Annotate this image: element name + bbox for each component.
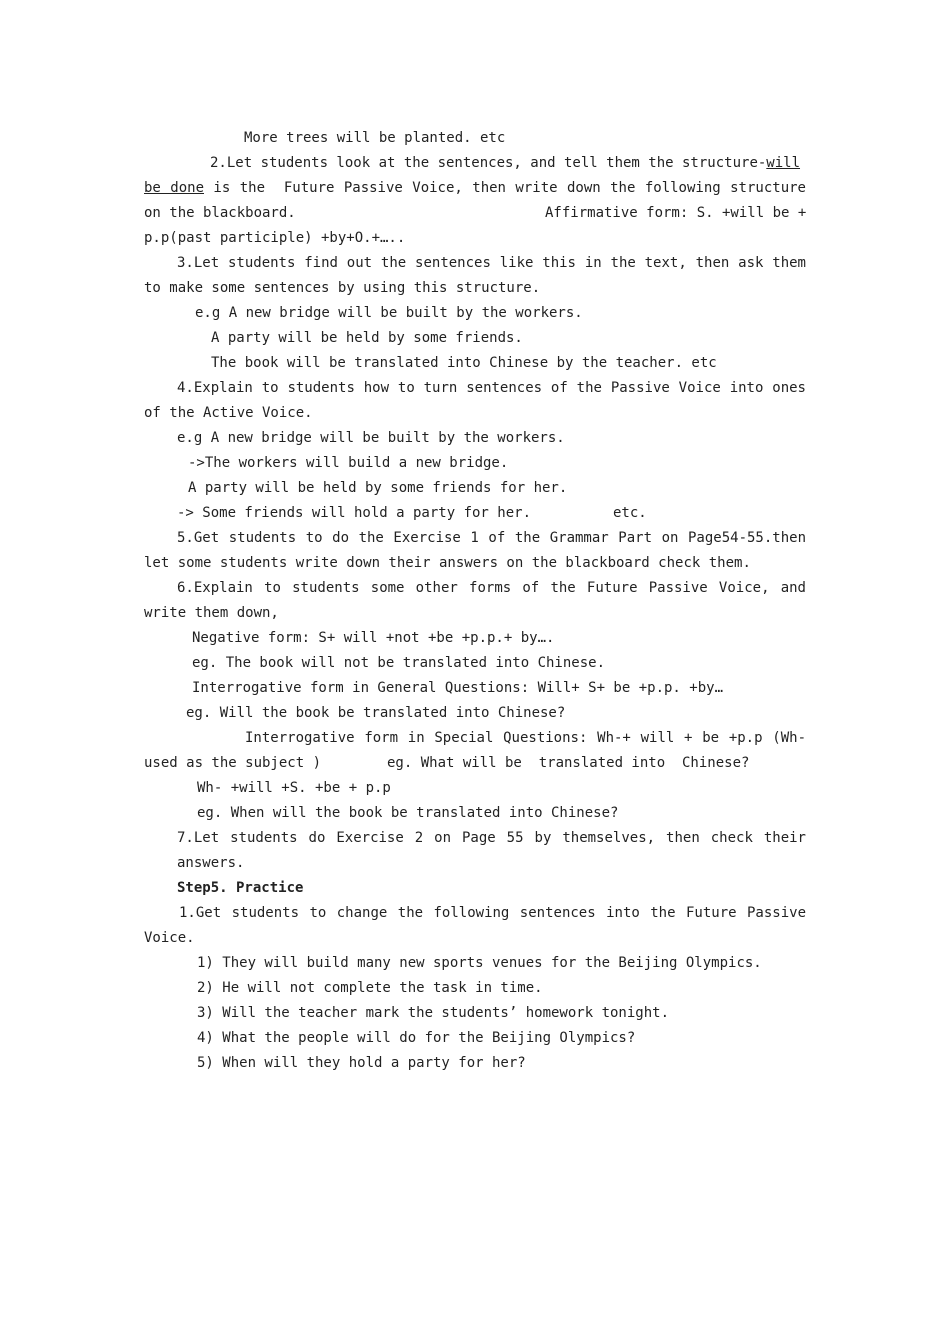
text-line: Voice. — [144, 930, 195, 946]
text-segment: -> Some friends will hold a party for her. — [177, 505, 532, 521]
text-segment: on the blackboard. — [144, 205, 296, 221]
text-line: 7.Let students do Exercise 2 on Page 55 by themselves, then check their — [177, 830, 806, 846]
text-line: eg. Will the book be translated into Chinese? — [186, 705, 566, 721]
text-line: A party will be held by some friends for her. — [188, 480, 568, 496]
text-segment: 2.Let students look at the sentences, and tell them the structure- — [210, 155, 767, 171]
list-item: 3) Will the teacher mark the students’ homework tonight. — [197, 1005, 670, 1021]
text-line — [144, 754, 806, 772]
underlined-term: will — [766, 155, 801, 171]
text-line: 1.Get students to change the following sentences into the Future Passive — [179, 905, 806, 921]
text-line: to make some sentences by using this structure. — [144, 280, 541, 296]
text-line — [177, 504, 806, 522]
text-line: Interrogative form in General Questions: Will+ S+ be +p.p. +by… — [192, 680, 724, 696]
text-line: Interrogative form in Special Questions: Wh-+ will + be +p.p (Wh- — [245, 730, 806, 746]
list-item: 4) What the people will do for the Beijing Olympics? — [197, 1030, 636, 1046]
text-line: Wh- +will +S. +be + p.p — [197, 780, 391, 796]
text-line: 3.Let students find out the sentences like this in the text, then ask them — [177, 255, 806, 271]
list-item: 1) They will build many new sports venues for the Beijing Olympics. — [197, 955, 762, 971]
text-segment: etc. — [613, 505, 647, 521]
list-item: 2) He will not complete the task in time. — [197, 980, 543, 996]
text-line: Negative form: S+ will +not +be +p.p.+ by…. — [192, 630, 555, 646]
text-line: More trees will be planted. etc — [244, 130, 506, 146]
text-segment: used as the subject ) — [144, 755, 322, 771]
text-line: A party will be held by some friends. — [211, 330, 523, 346]
text-line: answers. — [177, 855, 245, 871]
text-line: e.g A new bridge will be built by the workers. — [177, 430, 565, 446]
text-line — [210, 154, 806, 172]
text-segment: eg. What will be translated into Chinese? — [387, 755, 750, 771]
text-line: p.p(past participle) +by+O.+….. — [144, 230, 406, 246]
text-line: eg. When will the book be translated into Chinese? — [197, 805, 619, 821]
text-line: e.g A new bridge will be built by the workers. — [195, 305, 583, 321]
text-line: let some students write down their answers on the blackboard check them. — [144, 555, 751, 571]
text-segment: is the Future Passive Voice, then write down the following structure — [204, 180, 806, 196]
section-heading: Step5. Practice — [177, 880, 304, 896]
text-line: ->The workers will build a new bridge. — [188, 455, 509, 471]
text-line: 6.Explain to students some other forms of the Future Passive Voice, and — [177, 580, 806, 596]
text-segment: Affirmative form: S. +will be + — [545, 205, 807, 221]
text-line — [144, 179, 806, 197]
text-line: 4.Explain to students how to turn sentences of the Passive Voice into ones — [177, 380, 806, 396]
text-line: eg. The book will not be translated into Chinese. — [192, 655, 606, 671]
text-line: 5.Get students to do the Exercise 1 of the Grammar Part on Page54-55.then — [177, 530, 806, 546]
list-item: 5) When will they hold a party for her? — [197, 1055, 526, 1071]
text-line — [144, 204, 806, 222]
text-line: write them down, — [144, 605, 279, 621]
underlined-term: be done — [144, 180, 204, 196]
text-line: of the Active Voice. — [144, 405, 313, 421]
text-line: The book will be translated into Chinese by the teacher. etc — [211, 355, 717, 371]
